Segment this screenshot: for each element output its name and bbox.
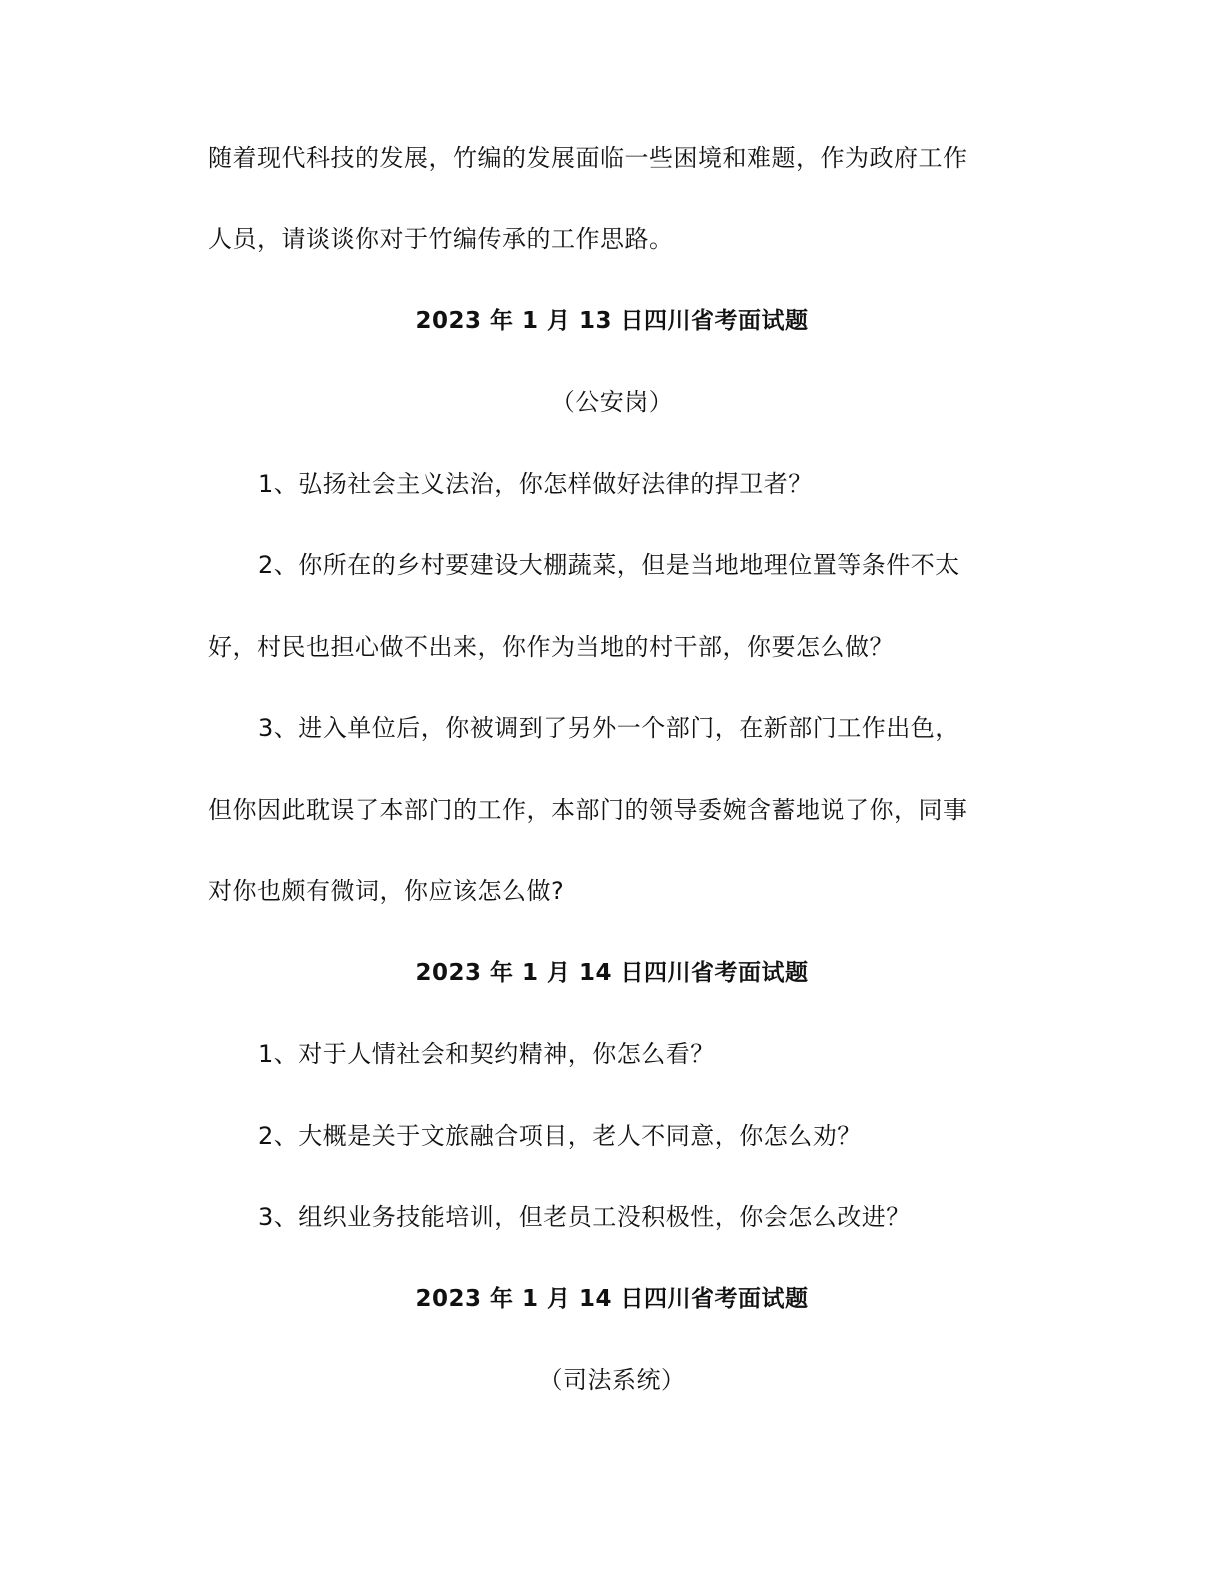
intro-line-2: 人员，请谈谈你对于竹编传承的工作思路。	[208, 225, 674, 253]
question-2-2: 2、大概是关于文旅融合项目，老人不同意，你怎么劝？	[258, 1122, 862, 1150]
section-subtitle-3: （司法系统）	[538, 1366, 686, 1394]
section-title-2: 2023 年 1 月 14 日四川省考面试题	[415, 960, 809, 986]
question-1-3-line-3: 对你也颇有微词，你应该怎么做?	[208, 877, 565, 905]
question-2-3: 3、组织业务技能培训，但老员工没积极性，你会怎么改进？	[258, 1203, 911, 1231]
section-title-1: 2023 年 1 月 13 日四川省考面试题	[415, 308, 809, 334]
intro-line-1: 随着现代科技的发展，竹编的发展面临一些困境和难题，作为政府工作	[208, 144, 968, 172]
section-subtitle-1: （公安岗）	[550, 388, 674, 416]
section-title-3: 2023 年 1 月 14 日四川省考面试题	[415, 1286, 809, 1312]
question-1-1: 1、弘扬社会主义法治，你怎样做好法律的捍卫者？	[258, 470, 813, 498]
question-1-3-line-2: 但你因此耽误了本部门的工作，本部门的领导委婉含蓄地说了你，同事	[208, 796, 968, 824]
question-1-3-line-1: 3、进入单位后，你被调到了另外一个部门，在新部门工作出色，	[258, 714, 960, 742]
question-1-2-line-2: 好，村民也担心做不出来，你作为当地的村干部，你要怎么做？	[208, 633, 894, 661]
question-2-1: 1、对于人情社会和契约精神，你怎么看？	[258, 1040, 715, 1068]
question-1-2-line-1: 2、你所在的乡村要建设大棚蔬菜，但是当地地理位置等条件不太	[258, 551, 960, 579]
